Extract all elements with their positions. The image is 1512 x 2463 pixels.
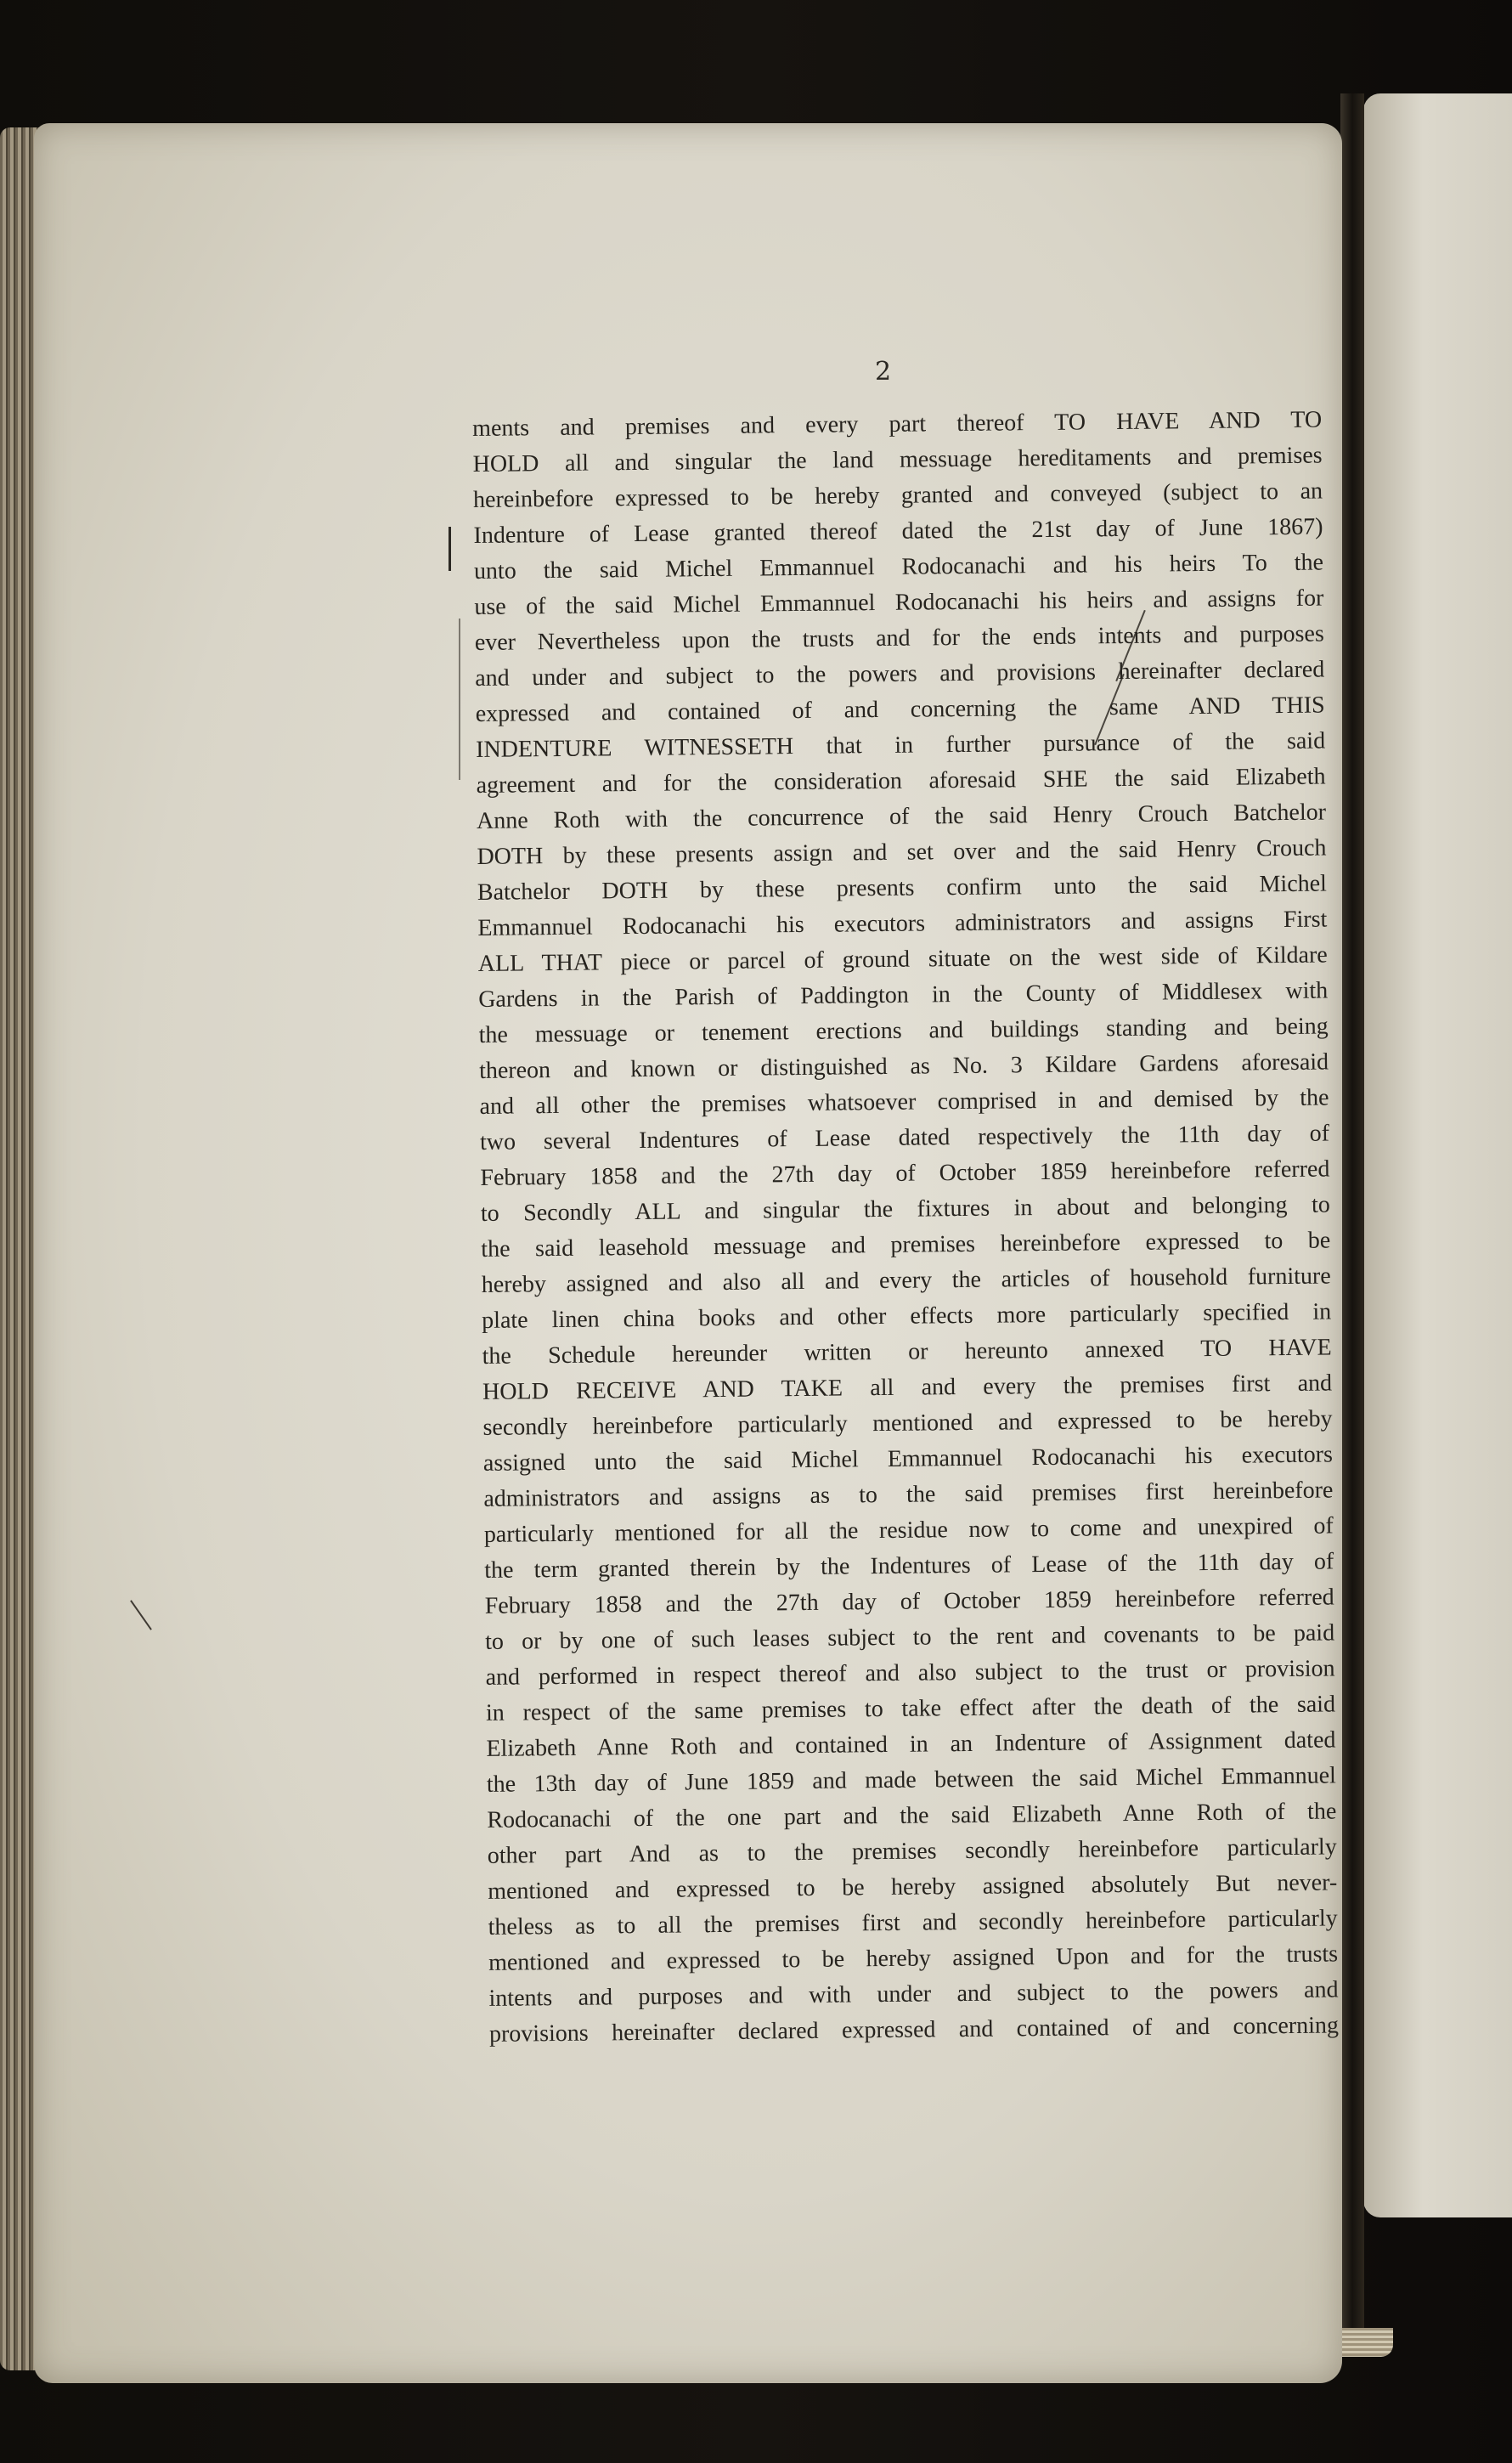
text-line: two several Indentures of Lease dated respectively the 11th day of bbox=[479, 1120, 1330, 1155]
page-number: 2 bbox=[875, 357, 892, 387]
text-line: assigned unto the said Michel Emmannuel Rodocanachi his executors bbox=[482, 1441, 1334, 1477]
text-line: use of the said Michel Emmannuel Rodocanachi his heirs and assigns for bbox=[474, 585, 1324, 620]
text-line: provisions hereinafter declared expressed and contained of and concerning bbox=[488, 2012, 1340, 2048]
text-line: to or by one of such leases subject to the rent and covenants to be paid bbox=[485, 1619, 1335, 1655]
text-line: unto the said Michel Emmannuel Rodocanachi and his heirs To the bbox=[473, 549, 1324, 585]
text-line: ever Nevertheless upon the trusts and for the ends intents and purposes bbox=[474, 620, 1324, 656]
text-line: mentioned and expressed to be hereby assigned Upon and for the trusts bbox=[488, 1940, 1339, 1976]
text-line: and performed in respect thereof and also subject to the trust or provision bbox=[485, 1655, 1335, 1691]
text-line: February 1858 and the 27th day of October 1859 hereinbefore referred bbox=[484, 1584, 1334, 1619]
text-line: Batchelor DOTH by these presents confirm unto the said Michel bbox=[477, 870, 1328, 906]
text-line: the term granted therein by the Indentures of Lease of the 11th day of bbox=[484, 1548, 1334, 1584]
text-line: agreement and for the consideration aforesaid SHE the said Elizabeth bbox=[476, 763, 1326, 799]
text-line: the Schedule hereunder written or hereunto annexed TO HAVE bbox=[482, 1334, 1332, 1370]
text-line: Indenture of Lease granted thereof dated the 21st day of June 1867) bbox=[473, 513, 1323, 549]
text-line: the 13th day of June 1859 and made between the said Michel Emmannuel bbox=[486, 1762, 1337, 1798]
text-line: ALL THAT piece or parcel of ground situate on the west side of Kildare bbox=[477, 941, 1328, 977]
text-line: and under and subject to the powers and provisions hereinafter declared bbox=[475, 656, 1325, 692]
facing-page-edge bbox=[1363, 93, 1512, 2217]
text-line: ments and premises and every part thereof TO HAVE AND TO bbox=[472, 406, 1323, 442]
text-line: theless as to all the premises first and secondly hereinbefore particularly bbox=[488, 1905, 1338, 1940]
text-line: hereinbefore expressed to be hereby granted and conveyed (subject to an bbox=[472, 477, 1323, 513]
text-line: particularly mentioned for all the residue now to come and unexpired of bbox=[483, 1512, 1334, 1548]
text-line: Emmannuel Rodocanachi his executors administrators and assigns First bbox=[477, 906, 1328, 941]
book-gutter bbox=[1340, 93, 1364, 2345]
text-line: to Secondly ALL and singular the fixtures in about and belonging to bbox=[480, 1191, 1330, 1227]
text-line: Rodocanachi of the one part and the said Elizabeth Anne Roth of the bbox=[487, 1798, 1337, 1833]
margin-pencil-mark bbox=[449, 527, 451, 571]
text-line: INDENTURE WITNESSETH that in further pursuance of the said bbox=[476, 727, 1326, 763]
text-line: thereon and known or distinguished as No. 3 Kildare Gardens aforesaid bbox=[478, 1048, 1329, 1084]
text-line: February 1858 and the 27th day of October 1859 hereinbefore referred bbox=[480, 1155, 1330, 1191]
text-line: and all other the premises whatsoever comprised in and demised by the bbox=[479, 1084, 1329, 1120]
text-line: expressed and contained of and concerning the same AND THIS bbox=[475, 692, 1325, 727]
text-line: DOTH by these presents assign and set over and the said Henry Crouch bbox=[477, 834, 1327, 870]
text-line: Elizabeth Anne Roth and contained in an Indenture of Assignment dated bbox=[486, 1726, 1336, 1762]
text-line: Anne Roth with the concurrence of the said Henry Crouch Batchelor bbox=[476, 799, 1327, 834]
text-line: plate linen china books and other effects more particularly specified in bbox=[482, 1298, 1332, 1334]
text-line: secondly hereinbefore particularly mentioned and expressed to be hereby bbox=[482, 1405, 1333, 1441]
text-line: Gardens in the Parish of Paddington in the County of Middlesex with bbox=[478, 977, 1329, 1013]
text-line: other part And as to the premises secondly hereinbefore particularly bbox=[487, 1833, 1337, 1869]
text-line: intents and purposes and with under and subject to the powers and bbox=[488, 1976, 1339, 2012]
margin-pencil-mark bbox=[459, 619, 460, 780]
document-body-text bbox=[472, 403, 1339, 2053]
text-line: HOLD all and singular the land messuage hereditaments and premises bbox=[472, 442, 1323, 477]
text-line: the messuage or tenement erections and buildings standing and being bbox=[478, 1013, 1329, 1048]
text-line: mentioned and expressed to be hereby assigned absolutely But never- bbox=[488, 1869, 1338, 1905]
text-line: HOLD RECEIVE AND TAKE all and every the premises first and bbox=[482, 1370, 1333, 1405]
text-line: in respect of the same premises to take effect after the death of the said bbox=[485, 1691, 1336, 1726]
text-line: administrators and assigns as to the said premises first hereinbefore bbox=[483, 1477, 1334, 1512]
text-line: hereby assigned and also all and every the articles of household furniture bbox=[481, 1263, 1331, 1298]
text-line: the said leasehold messuage and premises hereinbefore expressed to be bbox=[481, 1227, 1331, 1263]
